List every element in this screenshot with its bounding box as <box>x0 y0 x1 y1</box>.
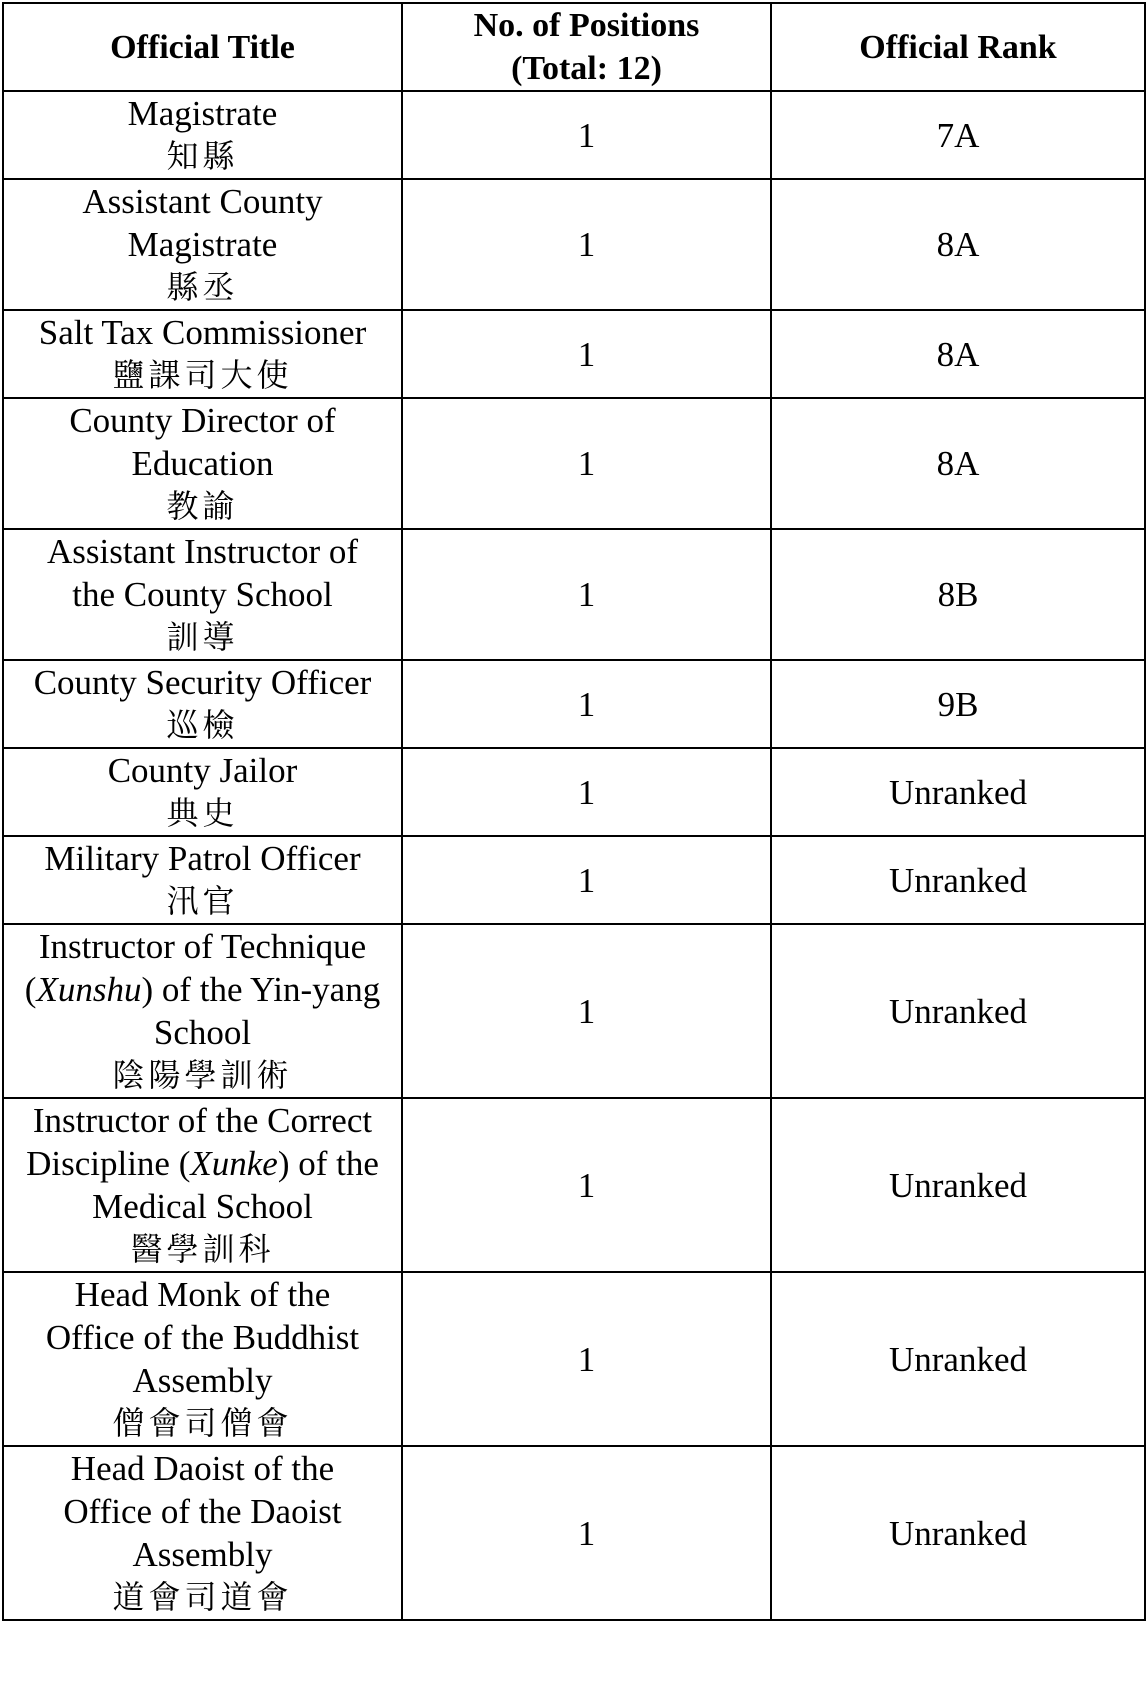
title-zh: 鹽課司大使 <box>112 356 293 394</box>
title-cell <box>3 529 402 660</box>
positions-cell: 1 <box>402 924 771 1098</box>
positions-cell: 1 <box>402 529 771 660</box>
title-zh: 縣丞 <box>166 268 239 306</box>
title-zh: 道會司道會 <box>112 1578 293 1616</box>
positions-cell: 1 <box>402 1098 771 1272</box>
positions-cell: 1 <box>402 398 771 529</box>
title-en: Assistant County Magistrate <box>82 182 323 264</box>
table-row <box>3 1272 1145 1446</box>
title-cell <box>3 1272 402 1446</box>
title-en: Head Monk of the Office of the Buddhist Assembly <box>45 1275 360 1400</box>
table-row <box>3 179 1145 310</box>
positions-cell: 1 <box>402 310 771 398</box>
title-en <box>24 925 381 1054</box>
table-row <box>3 836 1145 924</box>
table-row <box>3 748 1145 836</box>
officials-table <box>2 2 1146 1621</box>
header-row <box>3 3 1145 91</box>
title-en: Assistant Instructor of the County School <box>46 532 359 614</box>
title-en-italic: Xunshu <box>36 970 142 1009</box>
table-row <box>3 529 1145 660</box>
positions-cell: 1 <box>402 836 771 924</box>
title-en: Magistrate <box>127 94 278 133</box>
title-zh: 典史 <box>166 794 239 832</box>
title-zh: 陰陽學訓術 <box>112 1056 293 1094</box>
header-positions: No. of Positions (Total: 12) <box>402 3 771 91</box>
title-en: County Security Officer <box>33 663 372 702</box>
title-en <box>18 1099 387 1228</box>
title-zh: 僧會司僧會 <box>112 1404 293 1442</box>
title-cell <box>3 1098 402 1272</box>
rank-cell: Unranked <box>771 924 1145 1098</box>
title-zh: 巡檢 <box>166 706 239 744</box>
table-row <box>3 91 1145 179</box>
title-en-part: ) of the Yin-yang School <box>141 970 381 1052</box>
table-row <box>3 1098 1145 1272</box>
title-zh: 汛官 <box>166 882 239 920</box>
positions-cell: 1 <box>402 179 771 310</box>
rank-cell: 8A <box>771 179 1145 310</box>
title-en-italic: Xunke <box>190 1144 278 1183</box>
rank-cell: 8A <box>771 310 1145 398</box>
title-cell <box>3 748 402 836</box>
title-en-part: ) of the Medical School <box>92 1144 379 1226</box>
title-cell <box>3 310 402 398</box>
title-cell <box>3 924 402 1098</box>
positions-cell: 1 <box>402 1446 771 1620</box>
title-zh: 訓導 <box>166 618 239 656</box>
table-row <box>3 924 1145 1098</box>
positions-cell: 1 <box>402 91 771 179</box>
title-en: Military Patrol Officer <box>44 839 361 878</box>
title-en-part: Instructor of the Correct Discipline ( <box>26 1101 373 1183</box>
table-row <box>3 398 1145 529</box>
title-zh: 知縣 <box>166 137 239 175</box>
positions-cell: 1 <box>402 1272 771 1446</box>
positions-cell: 1 <box>402 660 771 748</box>
title-cell <box>3 660 402 748</box>
rank-cell: 9B <box>771 660 1145 748</box>
rank-cell: Unranked <box>771 1098 1145 1272</box>
table-row <box>3 660 1145 748</box>
rank-cell: Unranked <box>771 748 1145 836</box>
positions-cell: 1 <box>402 748 771 836</box>
header-official-title: Official Title <box>3 3 402 91</box>
rank-cell: 8B <box>771 529 1145 660</box>
table-row <box>3 310 1145 398</box>
title-zh: 醫學訓科 <box>130 1230 275 1268</box>
title-cell <box>3 91 402 179</box>
title-zh: 教諭 <box>166 487 239 525</box>
title-cell <box>3 398 402 529</box>
title-cell <box>3 1446 402 1620</box>
title-en-part: Instructor of Technique ( <box>24 927 367 1009</box>
title-en: County Director of Education <box>69 401 336 483</box>
rank-cell: Unranked <box>771 1272 1145 1446</box>
table-row <box>3 1446 1145 1620</box>
header-official-rank: Official Rank <box>771 3 1145 91</box>
title-en: County Jailor <box>107 751 298 790</box>
rank-cell: Unranked <box>771 1446 1145 1620</box>
title-cell <box>3 836 402 924</box>
rank-cell: 7A <box>771 91 1145 179</box>
title-en: Salt Tax Commissioner <box>38 313 367 352</box>
title-cell <box>3 179 402 310</box>
rank-cell: Unranked <box>771 836 1145 924</box>
rank-cell: 8A <box>771 398 1145 529</box>
title-en: Head Daoist of the Office of the Daoist Assembly <box>63 1449 342 1574</box>
